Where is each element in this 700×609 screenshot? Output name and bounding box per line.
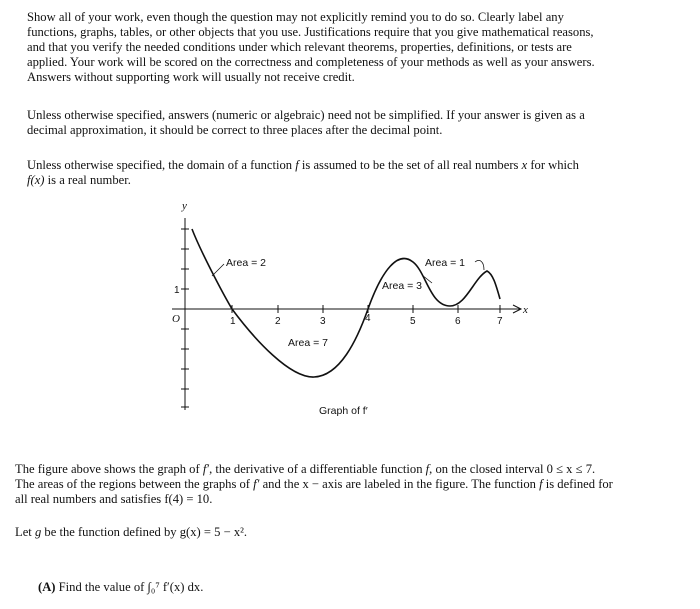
part-a-text: Find the value of ∫₀⁷ f′(x) dx.	[58, 580, 204, 594]
instr-line: decimal approximation, it should be correct to three places after the decimal point.	[27, 123, 443, 137]
problem-statement	[15, 462, 683, 507]
area-label-2: Area = 7	[288, 337, 328, 349]
x-tick-label: 5	[410, 316, 416, 327]
y-axis-label: y	[182, 200, 187, 212]
instr-line: Answers without supporting work will usually not receive credit.	[27, 70, 355, 84]
g-symbol: g	[34, 525, 42, 539]
instr-f: f	[295, 158, 299, 172]
x-tick-label: 2	[275, 316, 281, 327]
g-text: Let	[15, 525, 32, 539]
x-tick-label: 3	[320, 316, 326, 327]
instr-text: for which	[530, 158, 579, 172]
problem-text: all real numbers and satisfies f(4) = 10.	[15, 492, 213, 506]
instr-text: Unless otherwise specified, the domain of a function	[27, 158, 293, 172]
x-tick-label: 7	[497, 316, 503, 327]
problem-text: is defined for	[545, 477, 613, 491]
problem-fprime: f′	[202, 462, 210, 476]
instr-x: x	[521, 158, 528, 172]
problem-text: , on the closed interval 0 ≤ x ≤ 7.	[429, 462, 596, 476]
problem-f: f	[539, 477, 543, 491]
part-a	[38, 580, 688, 595]
instr-line: applied. Your work will be scored on the correctness and completeness of your methods as well as your answers.	[27, 55, 595, 69]
instr-fx: f(x)	[27, 173, 45, 187]
instr-line: functions, graphs, tables, or other objects that you use. Justifications require that you give mathematical reasons,	[27, 25, 594, 39]
area-leader	[475, 260, 484, 270]
instr-text: is assumed to be the set of all real numbers	[301, 158, 519, 172]
origin-label: O	[172, 313, 180, 325]
x-axis-label: x	[523, 304, 528, 316]
problem-text: The figure above shows the graph of	[15, 462, 200, 476]
f-prime-curve	[192, 229, 500, 377]
area-label-3: Area = 3	[382, 280, 422, 292]
problem-text: , the derivative of a differentiable function	[209, 462, 423, 476]
x-tick-label: 4	[365, 313, 371, 324]
problem-f: f	[425, 462, 430, 476]
instr-line: Show all of your work, even though the question may not explicitly remind you to do so. Clearly label any	[27, 10, 564, 24]
instr-text: is a real number.	[47, 173, 131, 187]
g-definition	[15, 525, 665, 540]
instr-line: Unless otherwise specified, answers (numeric or algebraic) need not be simplified. If your answer is given as a	[27, 108, 585, 122]
problem-text: The areas of the regions between the graphs of	[15, 477, 250, 491]
problem-fprime: f′	[253, 477, 260, 491]
x-tick-label: 6	[455, 316, 461, 327]
g-text: be the function defined by g(x) = 5 − x².	[44, 525, 248, 539]
area-leader	[212, 264, 224, 276]
part-a-label: (A)	[38, 580, 56, 594]
area-label-4: Area = 1	[425, 257, 465, 269]
area-leader	[422, 275, 432, 283]
area-label-1: Area = 2	[226, 257, 266, 269]
y-tick-label: 1	[174, 285, 180, 296]
instr-line: and that you verify the needed conditions under which relevant theorems, properties, definitions, or tests are	[27, 40, 572, 54]
x-tick-label: 1	[230, 316, 236, 327]
graph-caption: Graph of f′	[319, 405, 368, 417]
problem-text: and the x − axis are labeled in the figure. The function	[262, 477, 536, 491]
